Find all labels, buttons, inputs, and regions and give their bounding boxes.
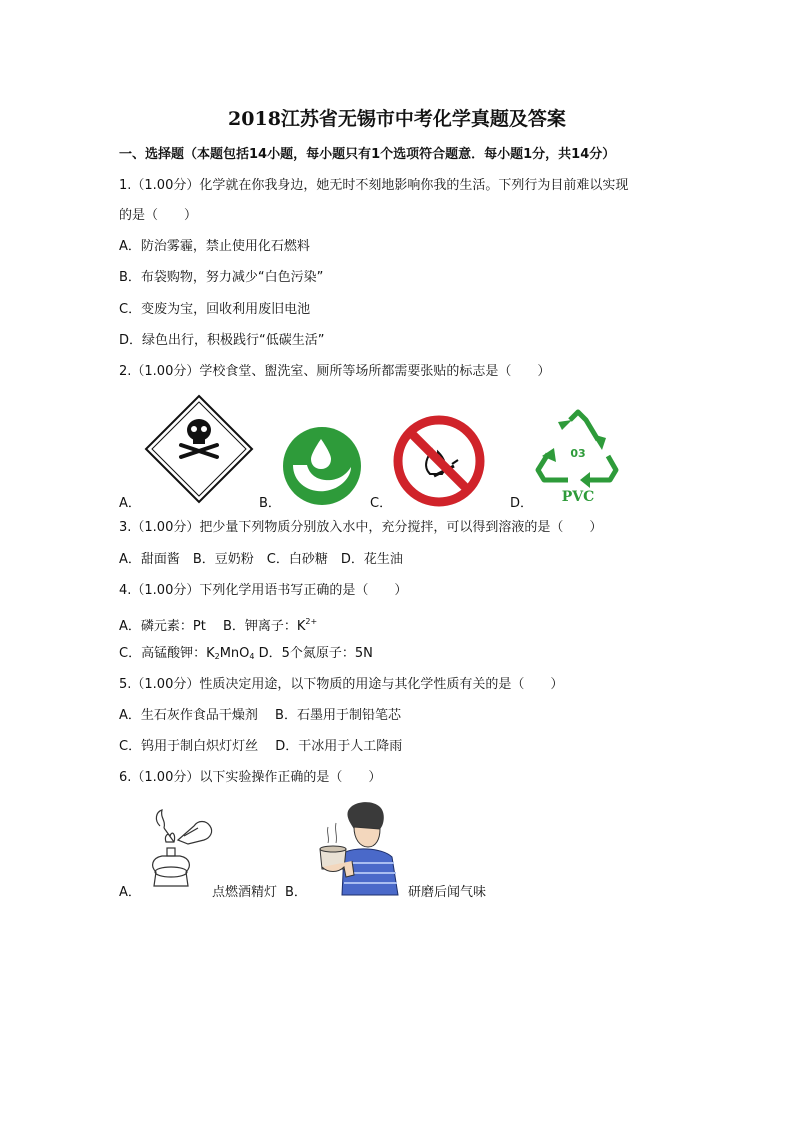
q4-options-ab-text: A．磷元素：Pt B．钾离子：K [119, 619, 306, 634]
recycle-number: 03 [570, 447, 586, 460]
q4-subscript-k: 2 [214, 652, 220, 661]
section-heading: 一、选择题（本题包括14小题，每小题只有1个选项符合题意．每小题1分，共14分） [119, 147, 616, 162]
q4-stem: 4.（1.00分）下列化学用语书写正确的是（ ） [119, 583, 408, 598]
q4-options-cd [119, 645, 373, 666]
q2-option-b: B． [259, 496, 281, 511]
q2-option-a: A． [119, 496, 141, 511]
toxic-skull-sign-icon [143, 393, 255, 505]
q3-options: A．甜面酱 B．豆奶粉 C．白砂糖 D．花生油 [119, 552, 403, 567]
q5-stem: 5.（1.00分）性质决定用途，以下物质的用途与其化学性质有关的是（ ） [119, 677, 564, 692]
alcohol-lamp-lighting-icon [140, 806, 215, 892]
q3-stem: 3.（1.00分）把少量下列物质分别放入水中，充分搅拌，可以得到溶液的是（ ） [119, 520, 603, 535]
q1-option-b: B．布袋购物，努力减少“白色污染” [119, 270, 324, 285]
q6-option-b: B． [285, 885, 307, 900]
q5-options-cd: C．钨用于制白炽灯灯丝 D．干冰用于人工降雨 [119, 739, 403, 754]
q4-subscript-o: 4 [249, 652, 255, 661]
q4-charge-superscript: 2+ [305, 617, 318, 626]
boy-smelling-icon [308, 797, 404, 897]
q2-option-c: C． [370, 496, 393, 511]
q1-stem-line2: 的是（ ） [119, 208, 198, 223]
q2-option-d: D． [510, 496, 534, 511]
q4-option-c-text: C．高锰酸钾：K [119, 646, 215, 661]
q6-option-a: A． [119, 885, 141, 900]
q1-option-a: A．防治雾霾，禁止使用化石燃料 [119, 239, 310, 254]
q4-options-ab [119, 613, 317, 636]
no-fire-sign-icon [392, 414, 486, 508]
q1-option-d: D．绿色出行，积极践行“低碳生活” [119, 333, 325, 348]
q4-option-d-text: D．5个氮原子：5N [254, 646, 373, 661]
water-saving-sign-icon [281, 425, 363, 507]
q1-option-c: C．变废为宝，回收利用废旧电池 [119, 302, 311, 317]
q6-option-a-caption: 点燃酒精灯 [212, 885, 278, 900]
q5-options-ab: A．生石灰作食品干燥剂 B．石墨用于制铅笔芯 [119, 708, 401, 723]
q6-option-b-caption: 研磨后闻气味 [408, 885, 487, 900]
q6-stem: 6.（1.00分）以下实验操作正确的是（ ） [119, 770, 382, 785]
recycle-label: PVC [561, 489, 595, 505]
q2-stem: 2.（1.00分）学校食堂、盥洗室、厕所等场所都需要张贴的标志是（ ） [119, 364, 551, 379]
q1-stem-line1: 1.（1.00分）化学就在你我身边，她无时不刻地影响你我的生活。下列行为目前难以实现 [119, 178, 629, 193]
q4-option-c-formula: MnO [219, 646, 250, 661]
page-title: 2018江苏省无锡市中考化学真题及答案 [228, 108, 566, 130]
